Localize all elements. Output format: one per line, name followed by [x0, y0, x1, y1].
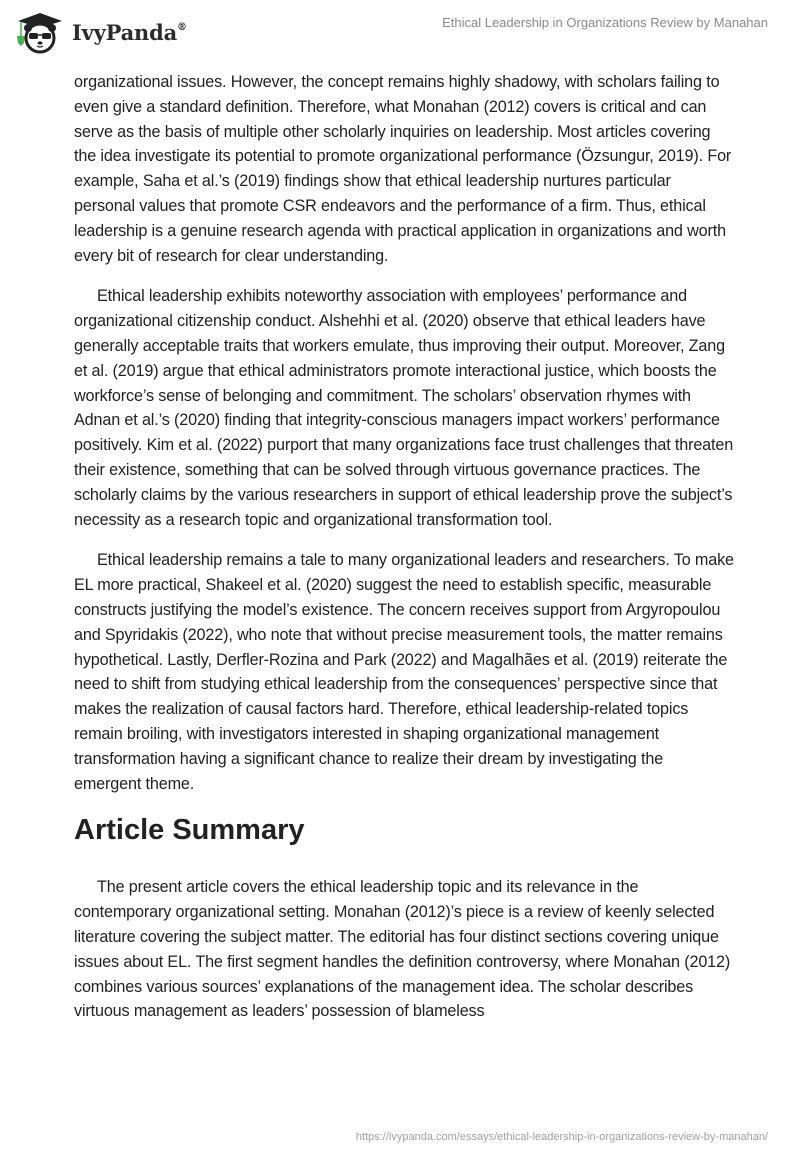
ivypanda-logo[interactable]	[14, 8, 187, 54]
logo-wordmark	[72, 20, 187, 45]
section-heading-article-summary: Article Summary	[74, 814, 305, 847]
summary-paragraph: The present article covers the ethical leadership topic and its relevance in the contemporary organizational setting. Monahan (2012)’s piece is a review of keenly selected literature covering the subject matter. The editorial has four distinct sections covering unique issues about EL. The first segment handles the definition controversy, where Monahan (2012) combines various sources’ explanations of the management idea. The scholar describes virtuous management as leaders’ possession of blameless	[74, 878, 731, 1021]
source-url[interactable]: https://ivypanda.com/essays/ethical-leadership-in-organizations-review-by-manahan/	[355, 1131, 768, 1143]
paragraph: Ethical leadership exhibits noteworthy association with employees’ performance and organizational citizenship conduct. Alshehhi et al. (2020) observe that ethical leaders have generally acceptable traits that workers emulate, thus improving their output. Moreover, Zang et al. (2019) argue that ethical administrators promote interactional justice, which boosts the workforce’s sense of belonging and commitment. The scholars’ observation rhymes with Adnan et al.’s (2020) finding that integrity-conscious managers impact workers’ performance positively. Kim et al. (2022) purport that many organizations face trust challenges that threaten their existence, something that can be solved through virtuous governance practices. The scholarly claims by the various researchers in support of ethical leadership prove the subject’s necessity as a research topic and organizational transformation tool.	[74, 287, 734, 529]
logo-text: IvyPanda	[72, 19, 178, 45]
article-body	[74, 70, 734, 1040]
panda-graduate-icon	[14, 8, 66, 54]
document-title: Ethical Leadership in Organizations Review by Manahan	[442, 15, 768, 30]
page-header	[0, 0, 800, 62]
registered-mark: ®	[177, 21, 187, 33]
paragraph-continued: organizational issues. However, the concept remains highly shadowy, with scholars failing to even give a standard definition. Therefore, what Monahan (2012) covers is critical and can serve as the basis of multiple other scholarly inquiries on leadership. Most articles covering the idea investigate its potential to promote organizational performance (Özsungur, 2019). For example, Saha et al.’s (2019) findings show that ethical leadership nurtures particular personal values that promote CSR endeavors and the performance of a firm. Thus, ethical leadership is a genuine research agenda with practical application in organizations and worth every bit of research for clear understanding.	[74, 73, 732, 265]
paragraph: Ethical leadership remains a tale to many organizational leaders and researchers. To make EL more practical, Shakeel et al. (2020) suggest the need to establish specific, measurable constructs justifying the model’s existence. The concern receives support from Argyropoulou and Spyridakis (2022), who note that without precise measurement tools, the matter remains hypothetical. Lastly, Derfler-Rozina and Park (2022) and Magalhães et al. (2019) reiterate the need to shift from studying ethical leadership from the consequences’ perspective since that makes the realization of causal factors hard. Therefore, ethical leadership-related topics remain broiling, with investigators interested in shaping organizational management transformation having a significant chance to realize their dream by investigating the emergent theme.	[74, 551, 734, 793]
